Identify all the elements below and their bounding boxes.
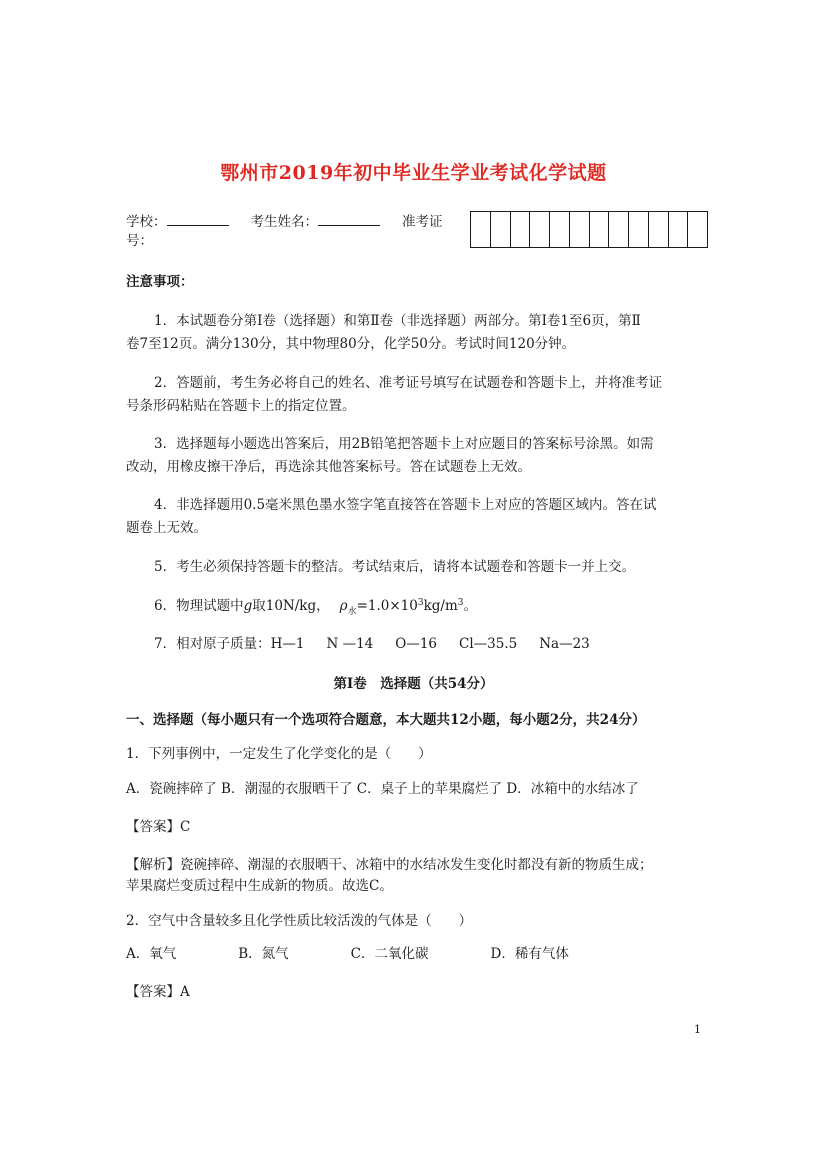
name-blank: [318, 212, 380, 226]
notice-item-7: 7．相对原子质量：H—1 N —14 O—16 Cl—35.5 Na—23: [154, 636, 590, 652]
option-c: C．二氧化碳: [350, 946, 429, 962]
option-a: A．氧气: [126, 946, 177, 962]
question-options: A．瓷碗摔碎了 B．潮湿的衣服晒干了 C．桌子上的苹果腐烂了 D．冰箱中的水结冰了: [126, 781, 639, 797]
option-b: B．氮气: [238, 946, 289, 962]
answer-label: 【答案】C: [126, 819, 191, 835]
id-cell: [511, 212, 531, 247]
notice-line: 5．考生必须保持答题卡的整洁。考试结束后，请将本试题卷和答题卡一并上交。: [154, 559, 636, 575]
id-cell: [570, 212, 590, 247]
id-cell: [491, 212, 511, 247]
part-title: 一、选择题（每小题只有一个选项符合题意，本大题共12小题，每小题2分，共24分）: [126, 712, 646, 728]
question-options: [126, 946, 569, 962]
id-cell: [471, 212, 491, 247]
notice-line: 2．答题前，考生务必将自己的姓名、准考证号填写在试题卷和答题卡上，并将准考证: [154, 375, 663, 391]
id-cell: [609, 212, 629, 247]
school-blank: [167, 212, 229, 226]
notice-line: 4．非选择题用0.5毫米黑色墨水签字笔直接答在答题卡上对应的答题区域内。答在试: [154, 497, 657, 513]
notice-line: 3．选择题每小题选出答案后，用2B铅笔把答题卡上对应题目的答案标号涂黑。如需: [154, 436, 654, 452]
page-number: 1: [694, 1023, 701, 1036]
question-stem: 2．空气中含量较多且化学性质比较活泼的气体是（ ）: [126, 913, 473, 929]
id-cell: [590, 212, 610, 247]
notice-heading: 注意事项：: [126, 274, 194, 290]
candidate-info-row: [126, 212, 443, 230]
notice-line: 号条形码粘贴在答题卡上的指定位置。: [126, 398, 356, 414]
question-stem: 1．下列事例中，一定发生了化学变化的是（ ）: [126, 746, 432, 762]
exam-title: 鄂州市2019年初中毕业生学业考试化学试题: [220, 162, 607, 184]
id-cell: [649, 212, 669, 247]
name-label: 考生姓名：: [250, 214, 318, 230]
analysis-line: 【解析】瓷碗摔碎、潮湿的衣服晒干、冰箱中的水结冰发生变化时都没有新的物质生成；: [126, 857, 653, 873]
option-d: D．稀有气体: [490, 946, 569, 962]
id-label-continued: 号：: [126, 233, 153, 249]
notice-line: 改动，用橡皮擦干净后，再选涂其他答案标号。答在试题卷上无效。: [126, 459, 531, 475]
id-cell: [688, 212, 707, 247]
id-cell: [550, 212, 570, 247]
notice-line: 卷7至12页。满分130分，其中物理80分，化学50分。考试时间120分钟。: [126, 336, 576, 352]
section-title: 第Ⅰ卷 选择题（共54分）: [333, 676, 494, 692]
id-label: 准考证: [402, 214, 443, 230]
school-label: 学校：: [126, 214, 167, 230]
analysis-line: 苹果腐烂变质过程中生成新的物质。故选C。: [126, 878, 393, 894]
notice-line: 1．本试题卷分第Ⅰ卷（选择题）和第Ⅱ卷（非选择题）两部分。第Ⅰ卷1至6页，第Ⅱ: [154, 313, 641, 329]
notice-item-6: 6．物理试题中g取10N/kg， $\rho_水=1.0\times 10^3kg/m^3$。: [154, 598, 477, 617]
answer-label: 【答案】A: [126, 984, 190, 1000]
id-cell: [629, 212, 649, 247]
id-cell: [669, 212, 689, 247]
id-cell: [530, 212, 550, 247]
notice-line: 题卷上无效。: [126, 520, 207, 536]
admission-number-grid: [470, 211, 708, 248]
